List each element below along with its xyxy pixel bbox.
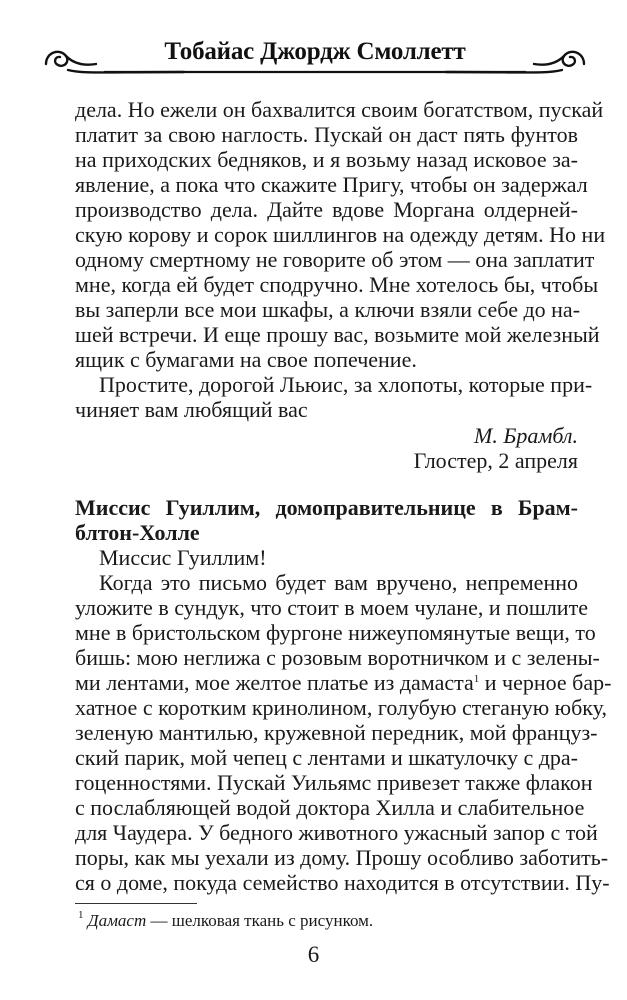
signature-block — [75, 423, 578, 473]
text-line: на приходских бедняков, и я возьму назад исковое за- — [75, 147, 578, 172]
text-line: одному смертному не говорите об этом — она заплатит — [75, 247, 595, 272]
text-line-with-footnote — [75, 670, 612, 695]
text-line: гоценностями. Пускай Уильямс привезет также флакон — [75, 770, 593, 795]
text-line: вы заперли все мои шкафы, а ключи взяли себе до на- — [75, 297, 581, 322]
closing-paragraph-line: Простите, дорогой Льюис, за хлопоты, которые при- — [99, 372, 593, 397]
text-line: ся о доме, покуда семейство находится в отсутствии. Пу- — [75, 870, 610, 895]
text-line: хатное с коротким кринолином, голубую стеганую юбку, — [75, 695, 607, 720]
text-segment: и черное бар- — [479, 670, 612, 695]
salutation: Миссис Гуиллим! — [99, 545, 267, 570]
place-date: Глостер, 2 апреля — [413, 448, 578, 473]
text-line: мне в бристольском фургоне нижеупомянутые вещи, то — [75, 620, 596, 645]
footnote-term: Дамаст — [87, 911, 147, 930]
text-line: платит за свою наглость. Пускай он даст пять фунтов — [75, 122, 578, 147]
footnote-number: 1 — [78, 909, 84, 921]
text-line: бишь: мою неглижа с розовым воротничком и с зелены- — [75, 645, 600, 670]
text-line: уложите в сундук, что стоит в моем чулане, и пошлите — [75, 595, 588, 620]
text-line: дела. Но ежели он бахвалится своим богатством, пускай — [75, 97, 604, 122]
text-line: скую корову и сорок шиллингов на одежду детям. Но ни — [75, 222, 606, 247]
text-line: ящик с бумагами на свое попечение. — [75, 347, 417, 372]
text-line: производство дела. Дайте вдове Моргана олдерней- — [75, 197, 578, 222]
signature: М. Брамбл. — [474, 423, 578, 448]
letter-two — [75, 495, 612, 895]
text-line: с послабляющей водой доктора Хилла и слабительное — [75, 795, 585, 820]
footnote — [78, 911, 373, 931]
text-line: для Чаудера. У бедного животного ужасный запор с той — [75, 820, 598, 845]
running-title: Тобайас Джордж Смоллетт — [164, 38, 466, 65]
letter-heading: блтон-Холле — [75, 520, 200, 545]
text-line: мне, когда ей будет сподручно. Мне хотелось бы, чтобы — [75, 272, 599, 297]
text-line: поры, как мы уехали из дому. Прошу особливо заботить- — [75, 845, 609, 870]
text-line: шей встречи. И еще прошу вас, возьмите мой железный — [75, 322, 600, 347]
footnote-marker[interactable]: 1 — [473, 673, 480, 685]
text-line: явление, а пока что скажите Пригу, чтобы он задержал — [75, 172, 588, 197]
letter-heading: Миссис Гуиллим, домоправительнице в Брам- — [75, 495, 578, 520]
text-segment: ми лентами, мое желтое платье из дамаста — [75, 670, 474, 695]
closing-paragraph-line: чиняет вам любящий вас — [75, 397, 308, 422]
text-line: ский парик, мой чепец с лентами и шкатулочку с дра- — [75, 745, 578, 770]
text-line: Когда это письмо будет вам вручено, непременно — [99, 570, 578, 595]
text-line: зеленую мантилью, кружевной передник, мой француз- — [75, 720, 598, 745]
page-number: 6 — [307, 942, 320, 967]
letter-body-continuation — [75, 97, 606, 422]
footnote-rule — [75, 903, 197, 904]
running-header — [44, 34, 586, 78]
footnote-definition: — шелковая ткань с рисунком. — [146, 911, 374, 930]
